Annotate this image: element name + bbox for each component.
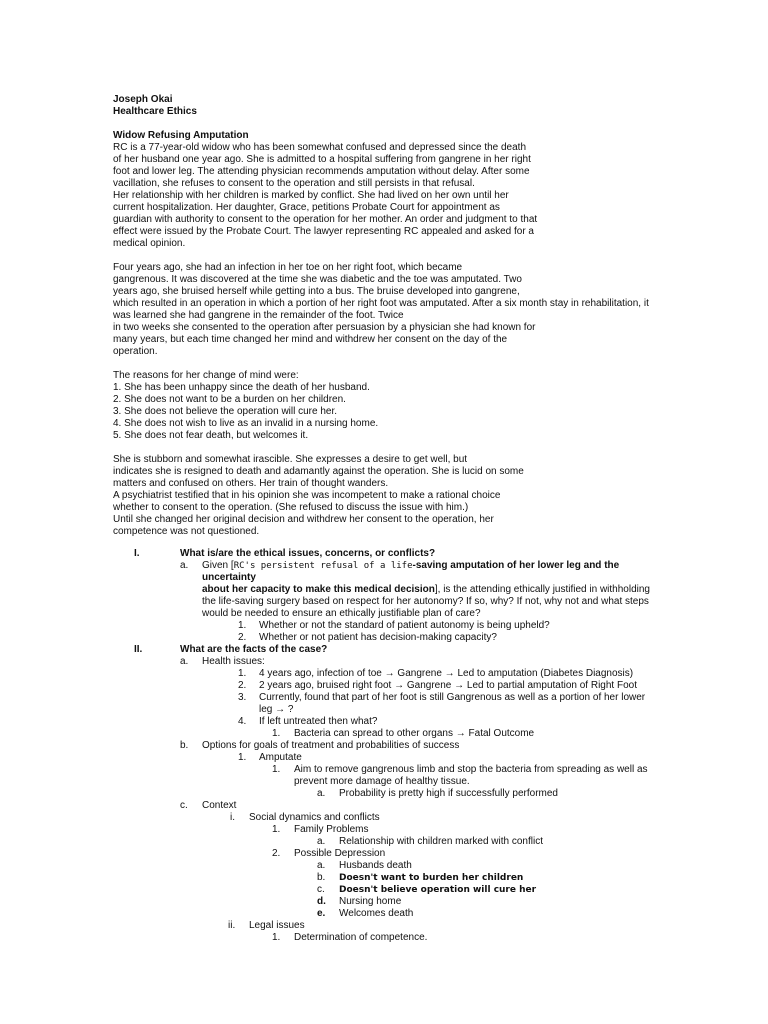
text-line: Four years ago, she had an infection in her toe on her right foot, which became — [113, 262, 463, 273]
text-line: She is stubborn and somewhat irascible. She expresses a desire to get well, but — [113, 454, 468, 465]
outline-item — [113, 788, 658, 800]
text-span: Given [ — [202, 560, 234, 571]
text-line: years ago, she bruised herself while getting into a bus. The bruise developed into gangrene, — [113, 286, 520, 297]
case-paragraph-1 — [113, 142, 658, 250]
text-line: A psychiatrist testified that in his opinion she was incompetent to make a rational choice — [113, 490, 501, 501]
item-text: Nursing home — [339, 896, 402, 907]
course-name: Healthcare Ethics — [113, 106, 197, 117]
outline-item — [113, 824, 658, 836]
item-text: Context — [202, 800, 237, 811]
text-line: prevent more damage of healthy tissue. — [294, 776, 470, 787]
item-text: 2 years ago, bruised right foot → Gangrene → Led to partial amputation of Right Foot — [259, 680, 637, 691]
item-marker: 1. — [238, 752, 247, 763]
item-text — [259, 692, 658, 716]
item-text: Social dynamics and conflicts — [249, 812, 380, 823]
text-line: RC is a 77-year-old widow who has been somewhat confused and depressed since the death — [113, 142, 527, 153]
text-span: -saving amputation of her lower leg and the uncertainty — [202, 560, 620, 583]
text-line: matters and confused on others. Her train of thought wanders. — [113, 478, 389, 489]
text-line: guardian with authority to consent to the operation for her mother. An order and judgment to that — [113, 214, 538, 225]
outline-item — [113, 800, 658, 812]
text-line: vacillation, she refuses to consent to the operation and still persists in that refusal. — [113, 178, 475, 189]
outline-item — [113, 848, 658, 860]
reason-item: 4. She does not wish to live as an invalid in a nursing home. — [113, 418, 379, 429]
document-page — [113, 94, 658, 944]
text-line: many years, but each time changed her mind and withdrew her consent on the day of the — [113, 334, 508, 345]
item-text: Legal issues — [249, 920, 305, 931]
text-line: would be needed to ensure an ethically justifiable plan of care? — [202, 608, 481, 619]
item-text: Doesn't want to burden her children — [339, 873, 524, 883]
item-marker: 2. — [238, 680, 247, 691]
analysis-outline — [113, 548, 658, 944]
text-line: of her husband one year ago. She is admitted to a hospital suffering from gangrene in her right — [113, 154, 531, 165]
item-marker: 1. — [272, 728, 281, 739]
item-text — [202, 560, 658, 620]
outline-item — [113, 836, 658, 848]
item-marker: b. — [180, 740, 189, 751]
item-marker: ii. — [228, 920, 236, 931]
item-marker: b. — [317, 872, 326, 883]
item-text: Determination of competence. — [294, 932, 428, 943]
item-marker: c. — [180, 800, 188, 811]
item-text: If left untreated then what? — [259, 716, 378, 727]
text-span: about her capacity to make this medical decision — [202, 584, 435, 595]
item-marker: 4. — [238, 716, 247, 727]
section-number: I. — [134, 548, 140, 559]
section-number: II. — [134, 644, 143, 655]
outline-item — [113, 908, 658, 920]
outline-item — [113, 656, 658, 668]
case-paragraph-3 — [113, 370, 658, 442]
item-marker: 1. — [272, 932, 281, 943]
reason-item: 1. She has been unhappy since the death of her husband. — [113, 382, 370, 393]
outline-item — [113, 692, 658, 716]
item-text: Whether or not the standard of patient autonomy is being upheld? — [259, 620, 550, 631]
item-text: Welcomes death — [339, 908, 414, 919]
outline-item — [113, 764, 658, 788]
reason-item: 2. She does not want to be a burden on her children. — [113, 394, 346, 405]
text-line: Currently, found that part of her foot is still Gangrenous as well as a portion of her lower — [259, 692, 646, 703]
outline-item — [113, 680, 658, 692]
text-line: leg → ? — [259, 704, 294, 715]
text-line: Until she changed her original decision and withdrew her consent to the operation, her — [113, 514, 494, 525]
item-marker: 2. — [238, 632, 247, 643]
reason-item: 3. She does not believe the operation will cure her. — [113, 406, 338, 417]
author-name: Joseph Okai — [113, 94, 173, 105]
text-line: foot and lower leg. The attending physician recommends amputation without delay. After some — [113, 166, 530, 177]
item-text: Whether or not patient has decision-making capacity? — [259, 632, 497, 643]
outline-section-2 — [113, 644, 658, 656]
text-line: Her relationship with her children is marked by conflict. She had lived on her own until her — [113, 190, 509, 201]
item-marker: e. — [317, 908, 326, 919]
text-line: was learned she had gangrene in the remainder of the foot. Twice — [113, 310, 404, 321]
item-marker: 3. — [238, 692, 247, 703]
item-marker: a. — [317, 788, 326, 799]
item-marker: a. — [317, 860, 326, 871]
text-line: the life-saving surgery based on respect for her autonomy? If so, why? If not, why not and what steps — [202, 596, 649, 607]
text-line: indicates she is resigned to death and adamantly against the operation. She is lucid on some — [113, 466, 524, 477]
outline-item — [113, 620, 658, 632]
outline-item — [113, 668, 658, 680]
text-line: current hospitalization. Her daughter, Grace, petitions Probate Court for appointment as — [113, 202, 500, 213]
text-line: competence was not questioned. — [113, 526, 260, 537]
case-paragraph-2 — [113, 262, 658, 358]
outline-item — [113, 920, 658, 932]
item-marker: a. — [180, 560, 189, 571]
outline-item — [113, 884, 658, 896]
text-line: Aim to remove gangrenous limb and stop the bacteria from spreading as well as — [294, 764, 648, 775]
item-text: Doesn't believe operation will cure her — [339, 885, 537, 895]
outline-item — [113, 728, 658, 740]
text-line: The reasons for her change of mind were: — [113, 370, 299, 381]
text-line: which resulted in an operation in which a portion of her right foot was amputated. After a six month stay in rehabilitation, it — [113, 298, 649, 309]
item-text: 4 years ago, infection of toe → Gangrene → Led to amputation (Diabetes Diagnosis) — [259, 668, 634, 679]
item-text: Family Problems — [294, 824, 369, 835]
item-marker: d. — [317, 896, 326, 907]
outline-item — [113, 632, 658, 644]
item-text: Bacteria can spread to other organs → Fatal Outcome — [294, 728, 535, 739]
item-text: Amputate — [259, 752, 302, 763]
text-line: gangrenous. It was discovered at the time she was diabetic and the toe was amputated. Two — [113, 274, 522, 285]
item-text: Probability is pretty high if successfully performed — [339, 788, 558, 799]
case-paragraph-4 — [113, 454, 658, 538]
outline-item — [113, 812, 658, 824]
text-span: RC's persistent refusal of a life — [233, 561, 413, 571]
item-marker: 2. — [272, 848, 281, 859]
outline-item — [113, 896, 658, 908]
reason-item: 5. She does not fear death, but welcomes it. — [113, 430, 309, 441]
outline-item — [113, 752, 658, 764]
item-text — [294, 764, 658, 788]
item-marker: 1. — [272, 764, 281, 775]
case-title: Widow Refusing Amputation — [113, 130, 249, 141]
outline-item — [113, 716, 658, 728]
item-text: Relationship with children marked with conflict — [339, 836, 543, 847]
text-line: effect were issued by the Probate Court. The lawyer representing RC appealed and asked for a — [113, 226, 534, 237]
outline-item — [113, 860, 658, 872]
outline-item — [113, 932, 658, 944]
outline-item — [113, 872, 658, 884]
outline-item — [113, 560, 658, 620]
outline-section-1 — [113, 548, 658, 560]
item-marker: i. — [230, 812, 235, 823]
item-text: Health issues: — [202, 656, 265, 667]
item-marker: 1. — [272, 824, 281, 835]
item-marker: c. — [317, 884, 325, 895]
item-marker: 1. — [238, 620, 247, 631]
item-text: Options for goals of treatment and probabilities of success — [202, 740, 460, 751]
item-marker: a. — [180, 656, 189, 667]
text-line: whether to consent to the operation. (She refused to discuss the issue with him.) — [113, 502, 469, 513]
text-line: operation. — [113, 346, 158, 357]
section-heading: What is/are the ethical issues, concerns, or conflicts? — [180, 548, 436, 559]
text-span: ], is the attending ethically justified in withholding — [434, 584, 650, 595]
item-marker: a. — [317, 836, 326, 847]
text-line: medical opinion. — [113, 238, 186, 249]
item-text: Husbands death — [339, 860, 412, 871]
item-text: Possible Depression — [294, 848, 386, 859]
text-line: in two weeks she consented to the operation after persuasion by a physician she had known for — [113, 322, 536, 333]
item-marker: 1. — [238, 668, 247, 679]
outline-item — [113, 740, 658, 752]
section-heading: What are the facts of the case? — [180, 644, 328, 655]
